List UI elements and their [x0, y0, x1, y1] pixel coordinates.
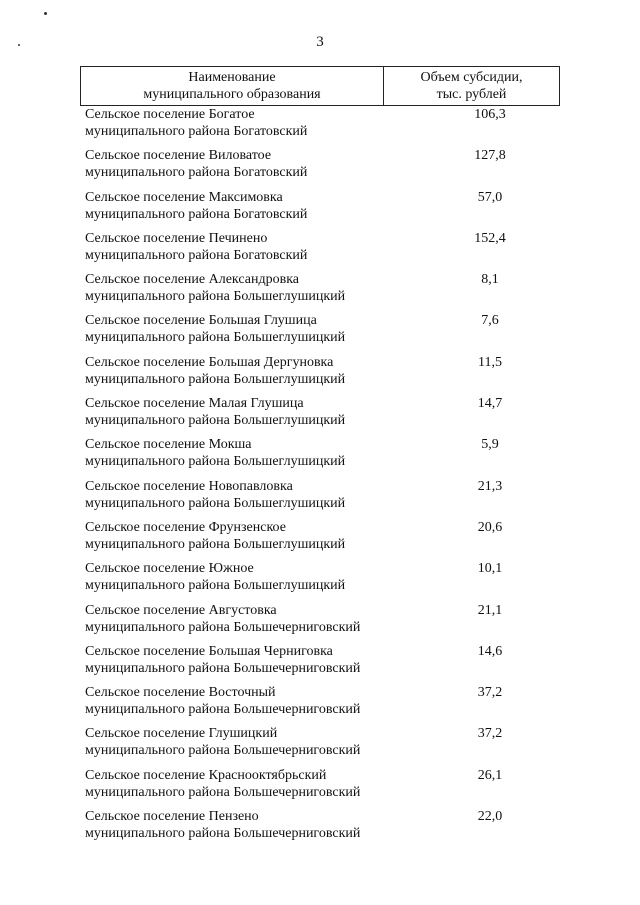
municipality-name	[85, 230, 405, 264]
district-name: муниципального района Большечерниговский	[85, 660, 361, 676]
subsidy-amount: 26,1	[477, 767, 503, 783]
settlement-name: Сельское поселение Новопавловка	[85, 478, 293, 494]
settlement-name: Сельское поселение Августовка	[85, 602, 277, 618]
settlement-name: Сельское поселение Печинено	[85, 230, 268, 246]
district-name: муниципального района Большеглушицкий	[85, 289, 346, 305]
district-name: муниципального района Большечерниговский	[85, 619, 361, 635]
district-name: муниципального района Большечерниговский	[85, 826, 361, 842]
municipality-name	[85, 767, 405, 801]
district-name: муниципального района Большеглушицкий	[85, 330, 346, 346]
table-row	[85, 519, 560, 560]
settlement-name: Сельское поселение Восточный	[85, 685, 276, 701]
municipality-name	[85, 271, 405, 305]
district-name: муниципального района Большечерниговский	[85, 702, 361, 718]
column-header-name-line: Наименование	[188, 70, 276, 85]
subsidy-amount: 127,8	[474, 148, 506, 164]
district-name: муниципального района Большеглушицкий	[85, 536, 346, 552]
subsidy-amount: 21,1	[477, 602, 503, 618]
settlement-name: Сельское поселение Богатое	[85, 107, 255, 122]
table-row	[85, 478, 560, 519]
municipality-name	[85, 519, 405, 553]
settlement-name: Сельское поселение Большая Черниговка	[85, 643, 333, 659]
municipality-name	[85, 478, 405, 512]
district-name: муниципального района Большечерниговский	[85, 743, 361, 759]
settlement-name: Сельское поселение Большая Дергуновка	[85, 354, 334, 370]
table-row	[85, 354, 560, 395]
municipality-name	[85, 147, 405, 181]
municipality-name	[85, 684, 405, 718]
subsidy-amount: 7,6	[481, 313, 499, 329]
table-row	[85, 312, 560, 353]
district-name: муниципального района Богатовский	[85, 124, 308, 139]
table-row	[85, 436, 560, 477]
district-name: муниципального района Большеглушицкий	[85, 454, 346, 470]
column-header-amount-line: Объем субсидии,	[420, 70, 523, 85]
municipality-name	[85, 602, 405, 636]
subsidy-amount: 14,7	[477, 396, 503, 412]
district-name: муниципального района Богатовский	[85, 206, 308, 222]
district-name: муниципального района Большеглушицкий	[85, 371, 346, 387]
settlement-name: Сельское поселение Пензено	[85, 809, 259, 825]
subsidy-amount: 37,2	[477, 726, 503, 742]
table-row	[85, 560, 560, 601]
table-row	[85, 271, 560, 312]
subsidy-amount: 152,4	[474, 230, 506, 246]
column-header-amount	[384, 67, 559, 105]
page-number: 3	[316, 34, 324, 50]
subsidy-amount: 8,1	[481, 272, 499, 288]
table-row	[85, 147, 560, 188]
table-row	[85, 230, 560, 271]
municipality-name	[85, 354, 405, 388]
subsidy-amount: 11,5	[478, 354, 502, 370]
subsidy-amount: 57,0	[477, 189, 503, 205]
municipality-name	[85, 560, 405, 594]
subsidy-amount: 106,3	[474, 107, 506, 122]
table-row	[85, 643, 560, 684]
subsidy-amount: 22,0	[477, 809, 503, 825]
settlement-name: Сельское поселение Мокша	[85, 437, 252, 453]
subsidy-amount: 37,2	[477, 685, 503, 701]
settlement-name: Сельское поселение Южное	[85, 561, 254, 577]
municipality-name	[85, 808, 405, 842]
district-name: муниципального района Большеглушицкий	[85, 578, 346, 594]
district-name: муниципального района Богатовский	[85, 165, 308, 181]
table-header	[80, 66, 560, 106]
district-name: муниципального района Богатовский	[85, 247, 308, 263]
municipality-name	[85, 189, 405, 223]
subsidy-amount: 21,3	[477, 478, 503, 494]
table-body	[85, 106, 560, 849]
municipality-name	[85, 106, 405, 140]
settlement-name: Сельское поселение Краснооктябрьский	[85, 767, 327, 783]
table-row	[85, 767, 560, 808]
district-name: муниципального района Большеглушицкий	[85, 495, 346, 511]
municipality-name	[85, 436, 405, 470]
table-row	[85, 684, 560, 725]
table-row	[85, 725, 560, 766]
subsidy-amount: 14,6	[477, 643, 503, 659]
table-row	[85, 395, 560, 436]
table-row	[85, 808, 560, 849]
municipality-name	[85, 395, 405, 429]
settlement-name: Сельское поселение Александровка	[85, 272, 300, 288]
table-row	[85, 189, 560, 230]
column-header-name	[81, 67, 384, 105]
table-row	[85, 602, 560, 643]
settlement-name: Сельское поселение Малая Глушица	[85, 396, 304, 412]
settlement-name: Сельское поселение Виловатое	[85, 148, 272, 164]
municipality-name	[85, 312, 405, 346]
district-name: муниципального района Большеглушицкий	[85, 413, 346, 429]
settlement-name: Сельское поселение Глушицкий	[85, 726, 278, 742]
settlement-name: Сельское поселение Большая Глушица	[85, 313, 317, 329]
table-row	[85, 106, 560, 147]
municipality-name	[85, 725, 405, 759]
column-header-amount-line: тыс. рублей	[436, 87, 507, 102]
column-header-name-line: муниципального образования	[143, 87, 321, 102]
municipality-name	[85, 643, 405, 677]
subsidy-amount: 20,6	[477, 519, 503, 535]
settlement-name: Сельское поселение Максимовка	[85, 189, 283, 205]
district-name: муниципального района Большечерниговский	[85, 784, 361, 800]
subsidy-amount: 5,9	[481, 437, 499, 453]
subsidy-amount: 10,1	[477, 561, 503, 577]
settlement-name: Сельское поселение Фрунзенское	[85, 519, 286, 535]
scan-speck	[44, 12, 47, 15]
